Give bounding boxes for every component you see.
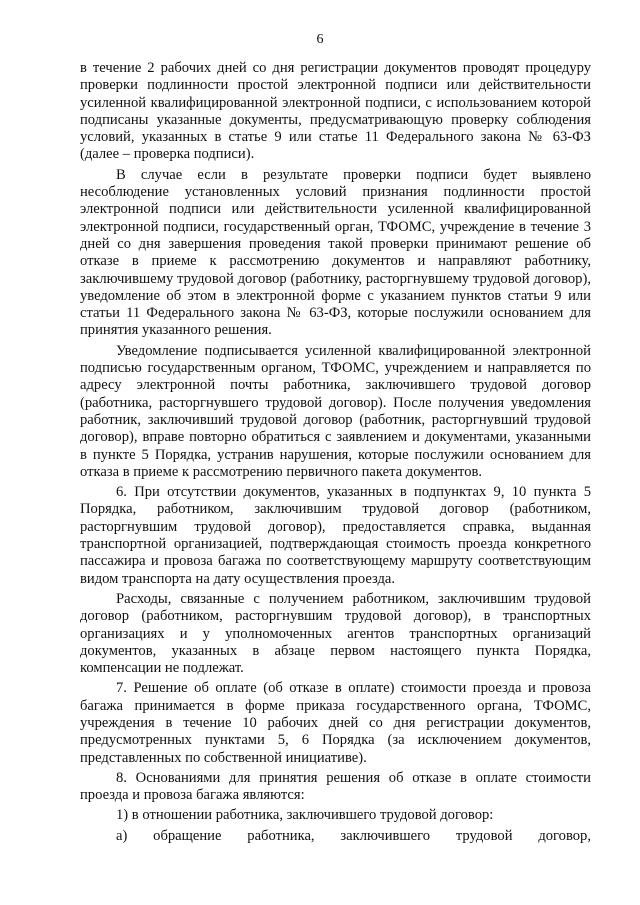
page-number: 6 (316, 32, 324, 47)
paragraph-item-6: 6. При отсутствии документов, указанных в подпунктах 9, 10 пункта 5 Порядка, работником, заключившим трудовой договор (работником, расторгнувшим трудовой договор), предоставляется справка, выданная транспортной организацией, подтверждающая стоимость проезда конкретного пассажира и провоза багажа по соответствующему маршруту соответствующим видом транспорта на дату осуществления проезда. (80, 484, 591, 587)
paragraph-signature-noncompliance: В случае если в результате проверки подписи будет выявлено несоблюдение установленных условий признания подлинности простой электронной подписи или действительности усиленной квалифицированной электронной подписи, государственный орган, ТФОМС, учреждение в течение 3 дней со дня завершения проведения такой проверки принимают решение об отказе в приеме к рассмотрению документов и направляют работнику, заключившему трудовой договор (работнику, расторгнувшему трудовой договор), уведомление об этом в электронной форме с указанием пунктов статьи 9 или статьи 11 Федерального закона № 63-ФЗ, которые послужили основанием для принятия указанного решения. (80, 166, 591, 339)
paragraph-verification-procedure: в течение 2 рабочих дней со дня регистрации документов проводят процедуру проверки подлинности простой электронной подписи или действительности усиленной квалифицированной электронной подписи, с использованием которой подписаны указанные документы, предусматривающую проверку соблюдения условий, указанных в статье 9 или статье 11 Федерального закона № 63-ФЗ (далее – проверка подписи). (80, 60, 591, 163)
paragraph-expenses: Расходы, связанные с получением работником, заключившим трудовой договор (работником, расторгнувшим трудовой договор), в транспортных организациях и у уполномоченных агентов транспортных организаций документов, указанных в абзаце первом настоящего пункта Порядка, компенсации не подлежат. (80, 590, 591, 677)
paragraph-notification: Уведомление подписывается усиленной квалифицированной электронной подписью государственным органом, ТФОМС, учреждением и направляется по адресу электронной почты работника, заключившего трудовой договор (работника, расторгнувшего трудовой договор). После получения уведомления работник, заключивший трудовой договор (работник, расторгнувший трудовой договор), вправе повторно обратиться с заявлением и документами, указанными в пункте 5 Порядка, устранив нарушения, которые послужили основанием для отказа в приеме к рассмотрению первичного пакета документов. (80, 342, 591, 480)
paragraph-item-7: 7. Решение об оплате (об отказе в оплате) стоимости проезда и провоза багажа принимается в форме приказа государственного органа, ТФОМС, учреждения в течение 10 рабочих дней со дня регистрации документов, предусмотренных пунктами 5, 6 Порядка (за исключением документов, представленных по собственной инициативе). (80, 680, 591, 766)
document-body (80, 60, 591, 848)
paragraph-subitem-a: а) обращение работника, заключившего трудовой договор, (116, 827, 591, 844)
paragraph-item-8: 8. Основаниями для принятия решения об отказе в оплате стоимости проезда и провоза багажа являются: (80, 769, 591, 804)
paragraph-subitem-1: 1) в отношении работника, заключившего трудовой договор: (116, 807, 494, 824)
